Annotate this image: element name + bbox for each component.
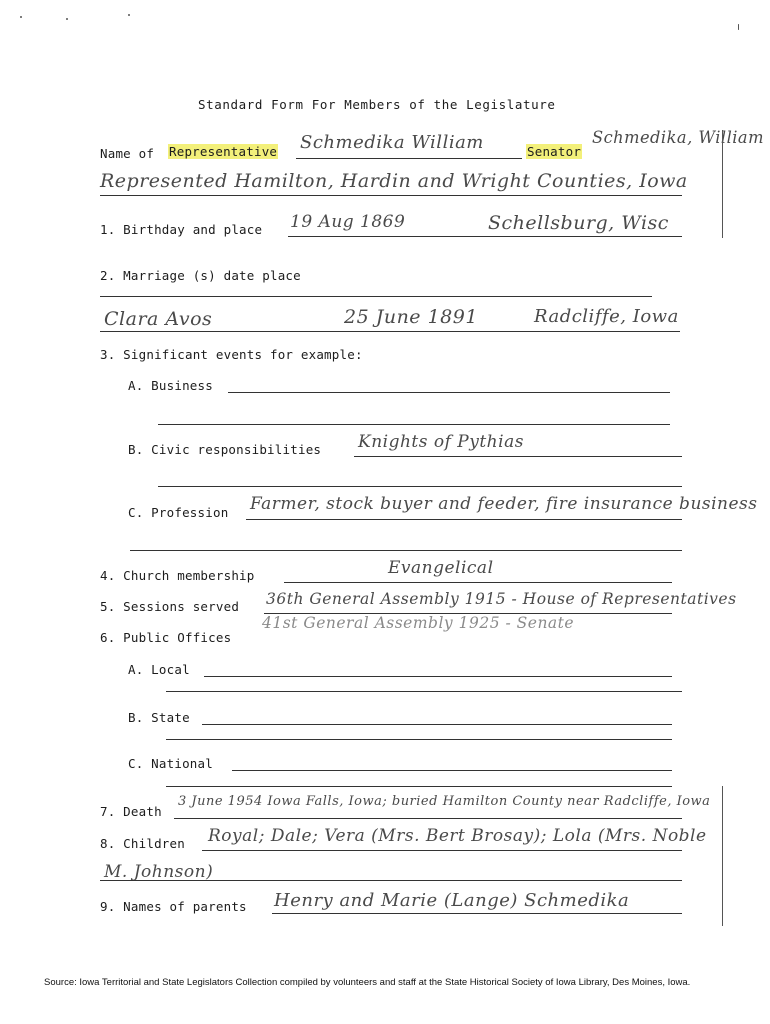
civic-line-2 (158, 486, 682, 487)
scan-speck (66, 18, 68, 20)
margin-line-lower (722, 786, 723, 926)
state-label: B. State (128, 710, 190, 725)
handwritten-marriage-date: 25 June 1891 (344, 306, 478, 328)
sessions-label: 5. Sessions served (100, 599, 240, 614)
margin-line (722, 130, 723, 238)
state-line-2 (166, 739, 672, 740)
senator-label: Senator (527, 144, 582, 159)
local-line-1 (204, 676, 672, 677)
source-citation: Source: Iowa Territorial and State Legislators Collection compiled by volunteers and staff at the State Historical Society of Iowa Library, Des Moines, Iowa. (44, 977, 691, 988)
children-label: 8. Children (100, 836, 185, 851)
scan-speck (128, 14, 130, 16)
handwritten-death: 3 June 1954 Iowa Falls, Iowa; buried Hamilton County near Radcliffe, Iowa (178, 794, 711, 809)
birthday-line (288, 236, 682, 237)
representative-line (296, 158, 522, 159)
significant-events-label: 3. Significant events for example: (100, 347, 363, 362)
local-label: A. Local (128, 662, 190, 677)
handwritten-representative-name: Schmedika William (300, 132, 484, 153)
handwritten-birth-place: Schellsburg, Wisc (488, 212, 669, 234)
state-line-1 (202, 724, 672, 725)
handwritten-sessions-2: 41st General Assembly 1925 - Senate (262, 614, 575, 632)
representative-label: Representative (169, 144, 278, 159)
church-line (284, 582, 672, 583)
business-label: A. Business (128, 378, 213, 393)
national-line-1 (232, 770, 672, 771)
death-label: 7. Death (100, 804, 162, 819)
scan-speck (738, 24, 739, 30)
parents-label: 9. Names of parents (100, 899, 247, 914)
civic-label: B. Civic responsibilities (128, 442, 322, 457)
church-label: 4. Church membership (100, 568, 255, 583)
business-line-2 (158, 424, 670, 425)
handwritten-children-2: M. Johnson) (104, 862, 214, 882)
handwritten-children-1: Royal; Dale; Vera (Mrs. Bert Brosay); Lola (Mrs. Noble (208, 826, 707, 846)
death-line (174, 818, 682, 819)
marriage-line-1 (100, 296, 652, 297)
local-line-2 (166, 691, 682, 692)
handwritten-sessions-1: 36th General Assembly 1915 - House of Representatives (266, 590, 737, 608)
profession-label: C. Profession (128, 505, 229, 520)
handwritten-civic: Knights of Pythias (358, 432, 524, 452)
name-of-label: Name of (100, 146, 155, 161)
handwritten-senator-name: Schmedika, William (592, 128, 764, 148)
civic-line-1 (354, 456, 682, 457)
profession-line-1 (246, 519, 682, 520)
handwritten-counties: Represented Hamilton, Hardin and Wright Counties, Iowa (100, 170, 688, 192)
marriage-line-2 (100, 331, 680, 332)
national-label: C. National (128, 756, 213, 771)
national-line-2 (166, 786, 672, 787)
counties-line (100, 195, 682, 196)
form-title: Standard Form For Members of the Legislature (198, 97, 556, 112)
handwritten-parents: Henry and Marie (Lange) Schmedika (274, 890, 630, 911)
public-offices-label: 6. Public Offices (100, 630, 232, 645)
parents-line (272, 913, 682, 914)
handwritten-spouse: Clara Avos (104, 308, 213, 330)
birthday-label: 1. Birthday and place (100, 222, 263, 237)
handwritten-birth-date: 19 Aug 1869 (290, 212, 406, 232)
handwritten-profession: Farmer, stock buyer and feeder, fire insurance business (250, 494, 758, 514)
scan-speck (20, 16, 22, 18)
profession-line-2 (130, 550, 682, 551)
marriage-label: 2. Marriage (s) date place (100, 268, 301, 283)
business-line-1 (228, 392, 670, 393)
children-line-1 (202, 850, 682, 851)
handwritten-church: Evangelical (388, 558, 494, 578)
handwritten-marriage-place: Radcliffe, Iowa (534, 306, 679, 327)
children-line-2 (100, 880, 682, 881)
